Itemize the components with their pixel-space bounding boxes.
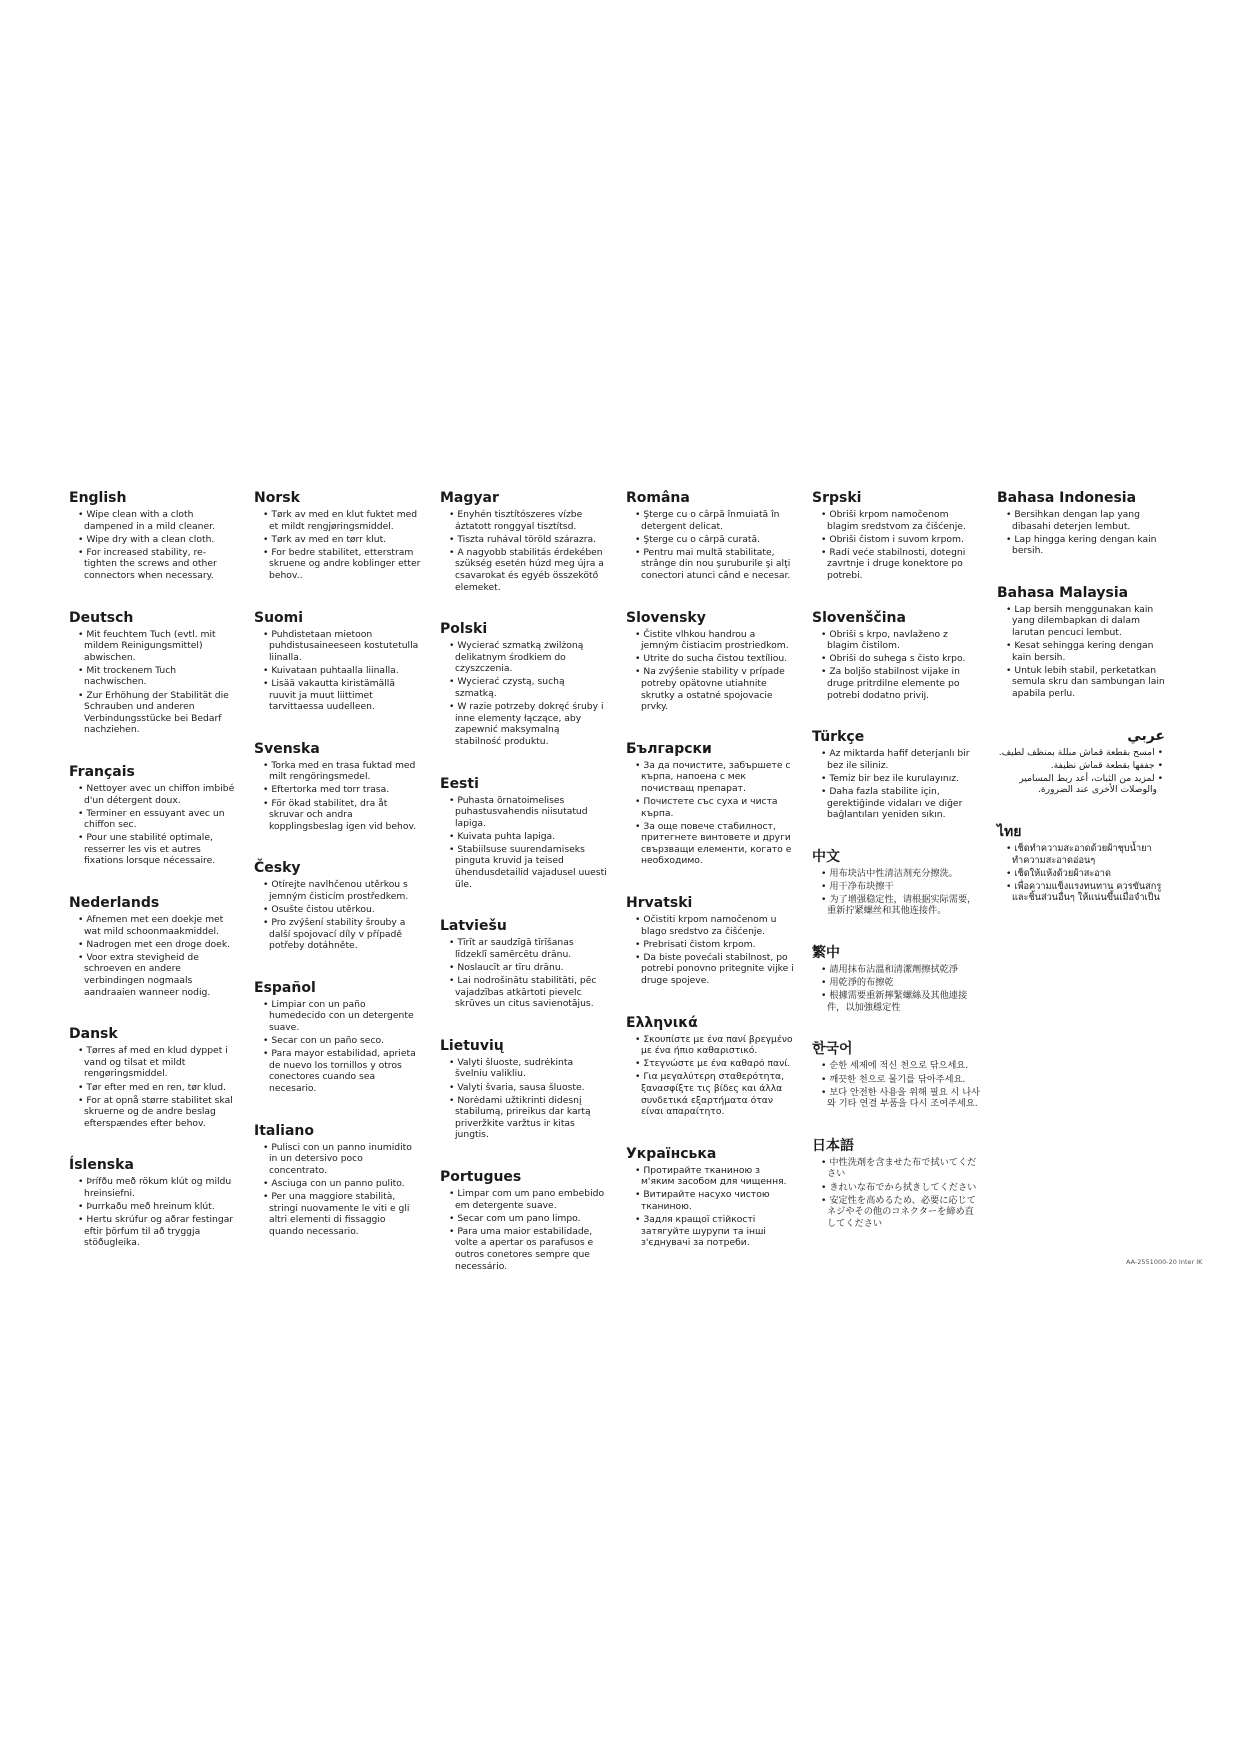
care-instruction: • Enyhén tisztítószeres vízbe áztatott ronggyal tisztítsd. xyxy=(440,509,608,532)
care-instructions-list xyxy=(997,843,1165,904)
language-heading: Česky xyxy=(254,860,301,877)
care-instructions-list xyxy=(997,604,1165,700)
language-section xyxy=(440,621,608,747)
care-instruction: • Torka med en trasa fuktad med milt rengöringsmedel. xyxy=(254,760,422,783)
language-heading: Portugues xyxy=(440,1168,522,1185)
care-instruction: • A nagyobb stabilitás érdekében szükség esetén húzd meg újra a csavarokat és egyéb összekötő elemeket. xyxy=(440,547,608,593)
care-instruction: • Tørk av med en tørr klut. xyxy=(254,534,422,546)
care-instructions-list xyxy=(626,914,794,987)
care-instructions-list xyxy=(997,747,1165,796)
care-instruction: • Lap bersih menggunakan kain yang dilembapkan di dalam larutan pencuci lembut. xyxy=(997,604,1165,639)
language-heading: 한국어 xyxy=(812,1041,853,1058)
care-instruction: • Почистете със суха и чиста кърпа. xyxy=(626,796,794,819)
language-section xyxy=(626,610,794,713)
language-heading: Bahasa Malaysia xyxy=(997,584,1129,601)
care-instruction: • За още повече стабилност, притегнете винтовете и други свързващи елементи, когато е необходимо. xyxy=(626,821,794,867)
care-instructions-list xyxy=(69,629,237,736)
care-instruction: • Şterge cu o cârpă curată. xyxy=(626,534,794,546)
care-instruction: • 为了增强稳定性，请根据实际需要，重新拧紧螺丝和其他连接件。 xyxy=(812,894,980,917)
language-heading: Nederlands xyxy=(69,895,160,912)
language-heading: Norsk xyxy=(254,490,300,506)
care-instruction: • Şterge cu o cârpă înmuiată în detergent delicat. xyxy=(626,509,794,532)
language-column-2 xyxy=(254,490,422,1265)
language-heading: عربي xyxy=(1127,727,1165,744)
language-heading: Slovenščina xyxy=(812,609,906,626)
care-instruction: • 用布块沾中性清洁剂充分擦洗。 xyxy=(812,868,980,880)
language-heading: 繁中 xyxy=(812,945,840,962)
language-heading: Suomi xyxy=(254,609,304,626)
care-instruction: • For bedre stabilitet, etterstram skruene og andre koblinger etter behov.. xyxy=(254,547,422,582)
care-instruction: • Kesat sehingga kering dengan kain bersih. xyxy=(997,640,1165,663)
language-heading: ไทย xyxy=(997,824,1022,840)
language-heading: Deutsch xyxy=(69,609,134,626)
care-instruction: • เช็ดให้แห้งด้วยผ้าสะอาด xyxy=(997,868,1165,880)
care-instruction: • Zur Erhöhung der Stabilität die Schrauben und anderen Verbindungsstücke bei Bedarf nachziehen. xyxy=(69,690,237,736)
care-instructions-list xyxy=(254,760,422,833)
care-instructions-list xyxy=(69,914,237,998)
care-instruction: • 安定性を高めるため、必要に応じてネジやその他のコネクターを締め直してください xyxy=(812,1195,980,1230)
care-instructions-list xyxy=(812,629,980,702)
care-instructions-list xyxy=(626,1165,794,1249)
care-instruction: • Noslaucīt ar tīru drānu. xyxy=(440,962,608,974)
care-instruction: • Norėdami užtikrinti didesnį stabilumą, prireikus dar kartą priveržkite varžtus ir kitas jungtis. xyxy=(440,1095,608,1141)
care-instruction: • Tīrīt ar saudzīgā tīrīšanas līdzeklī samērcētu drānu. xyxy=(440,937,608,960)
language-section xyxy=(254,860,422,952)
care-instructions-list xyxy=(440,1057,608,1141)
care-instruction: • Nadrogen met een droge doek. xyxy=(69,939,237,951)
language-section xyxy=(997,728,1165,796)
language-section xyxy=(254,741,422,833)
language-section xyxy=(626,1146,794,1249)
care-instructions-list xyxy=(812,748,980,821)
care-instruction: • Limpar com um pano embebido em detergente suave. xyxy=(440,1188,608,1211)
care-instructions-list xyxy=(626,509,794,582)
language-section xyxy=(440,1038,608,1141)
care-instruction: • Obriši čistom i suvom krpom. xyxy=(812,534,980,546)
care-instruction: • Bersihkan dengan lap yang dibasahi deterjen lembut. xyxy=(997,509,1165,532)
language-heading: Slovensky xyxy=(626,609,706,626)
language-section xyxy=(254,1123,422,1238)
care-instructions-list xyxy=(69,1045,237,1129)
language-heading: Hrvatski xyxy=(626,895,693,912)
care-instruction: • Secar com um pano limpo. xyxy=(440,1213,608,1225)
care-instructions-list xyxy=(626,1034,794,1118)
care-instruction: • เช็ดทำความสะอาดด้วยผ้าชุบน้ำยาทำความสะอาดอ่อนๆ xyxy=(997,843,1165,866)
care-instruction: • Wycierać czystą, suchą szmatką. xyxy=(440,676,608,699)
language-heading: English xyxy=(69,490,127,506)
care-instruction: • Pulisci con un panno inumidito in un detersivo poco concentrato. xyxy=(254,1142,422,1177)
language-heading: Magyar xyxy=(440,490,499,506)
care-instructions-list xyxy=(254,629,422,713)
language-section xyxy=(440,776,608,891)
language-section xyxy=(997,824,1165,904)
care-instruction: • Lisää vakautta kiristämällä ruuvit ja muut liittimet tarvittaessa uudelleen. xyxy=(254,678,422,713)
care-instruction: • Para mayor estabilidad, aprieta de nuevo los tornillos y otros conectores cuando sea necesario. xyxy=(254,1048,422,1094)
care-instruction: • För ökad stabilitet, dra åt skruvar och andra kopplingsbeslag igen vid behov. xyxy=(254,798,422,833)
care-instruction: • 根據需要重新擰緊螺絲及其他連接件，以加強穩定性 xyxy=(812,990,980,1013)
language-heading: Bahasa Indonesia xyxy=(997,490,1137,506)
care-instruction: • امسح بقطعة قماش مبللة بمنظف لطيف. xyxy=(997,747,1165,759)
language-section xyxy=(997,490,1165,557)
language-section xyxy=(440,1169,608,1272)
care-instruction: • Puhasta õrnatoimelises puhastusvahendis niisutatud lapiga. xyxy=(440,795,608,830)
language-heading: 中文 xyxy=(812,848,840,865)
care-instruction: • Pentru mai multă stabilitate, strânge din nou şuruburile şi alţi conectori atunci când e necesar. xyxy=(626,547,794,582)
care-instruction: • Obriši do suhega s čisto krpo. xyxy=(812,653,980,665)
care-instructions-list xyxy=(440,509,608,593)
care-instruction: • Wipe clean with a cloth dampened in a mild cleaner. xyxy=(69,509,237,532)
care-instruction: • 請用抹布沾溫和清潔劑擦拭乾淨 xyxy=(812,964,980,976)
care-instruction: • Obriši s krpo, navlaženo z blagim čistilom. xyxy=(812,629,980,652)
care-instructions-list xyxy=(440,937,608,1010)
care-instruction: • Στεγνώστε με ένα καθαρό πανί. xyxy=(626,1058,794,1070)
care-instructions-list xyxy=(440,640,608,747)
language-heading: Íslenska xyxy=(69,1157,134,1174)
language-heading: Latviešu xyxy=(440,918,507,935)
care-instructions-list xyxy=(254,999,422,1095)
care-instruction: • For at opnå større stabilitet skal skruerne og de andre beslag efterspændes efter behov. xyxy=(69,1095,237,1130)
care-instruction: • Čistite vlhkou handrou a jemným čistiacim prostriedkom. xyxy=(626,629,794,652)
care-instruction: • Tørk av med en klut fuktet med et mildt rengjøringsmiddel. xyxy=(254,509,422,532)
language-section xyxy=(812,1138,980,1230)
care-instruction: • Stabiilsuse suurendamiseks pinguta kruvid ja teised ühendusdetailid vajadusel uuesti üle. xyxy=(440,844,608,890)
care-instruction: • Lai nodrošinātu stabilitāti, pēc vajadzības atkārtoti pievelc skrūves un citus savienotājus. xyxy=(440,975,608,1010)
care-instruction: • Задля кращої стійкості затягуйте шурупи та інші з'єднувачі за потреби. xyxy=(626,1214,794,1249)
care-instructions-list xyxy=(69,509,237,582)
care-instruction: • 순한 세제에 적신 천으로 닦으세요. xyxy=(812,1060,980,1072)
care-instruction: • เพื่อความแข็งแรงทนทาน ควรขันสกรูและชิ้นส่วนอื่นๆ ให้แน่นขึ้นเมื่อจำเป็น xyxy=(997,881,1165,904)
care-instruction: • Για μεγαλύτερη σταθερότητα, ξανασφίξτε τις βίδες και άλλα συνδετικά εξαρτήματα όταν είναι απαραίτητο. xyxy=(626,1071,794,1117)
care-instruction: • 用干净布块擦干 xyxy=(812,881,980,893)
care-instruction: • Hertu skrúfur og aðrar festingar eftir þörfum til að tryggja stöðugleika. xyxy=(69,1214,237,1249)
care-instruction: • جففها بقطعة قماش نظيفة. xyxy=(997,760,1165,772)
language-column-5 xyxy=(812,490,980,1257)
care-instructions-list xyxy=(254,879,422,952)
care-instructions-list xyxy=(440,1188,608,1272)
care-instructions-list xyxy=(69,1176,237,1249)
language-heading: Dansk xyxy=(69,1026,118,1043)
care-instructions-list xyxy=(812,868,980,917)
language-section xyxy=(626,490,794,582)
care-instructions-list xyxy=(812,964,980,1013)
care-instruction: • Þrífðu með rökum klút og mildu hreinsiefni. xyxy=(69,1176,237,1199)
language-heading: Româna xyxy=(626,490,690,506)
language-section xyxy=(69,895,237,998)
language-column-4 xyxy=(626,490,794,1277)
document-code: AA-2551000-20 Inter IK xyxy=(1126,1258,1203,1266)
language-heading: Français xyxy=(69,763,135,780)
care-instruction: • Secar con un paño seco. xyxy=(254,1035,422,1047)
language-heading: Italiano xyxy=(254,1122,314,1139)
care-instruction: • Terminer en essuyant avec un chiffon sec. xyxy=(69,808,237,831)
language-heading: Türkçe xyxy=(812,729,865,746)
language-section xyxy=(626,741,794,867)
care-instruction: • Pro zvýšení stability šrouby a další spojovací díly v případě potřeby dotáhněte. xyxy=(254,917,422,952)
care-instruction: • Протирайте тканиною з м'яким засобом для чищення. xyxy=(626,1165,794,1188)
language-heading: Svenska xyxy=(254,740,320,757)
care-instruction: • Puhdistetaan mietoon puhdistusaineeseen kostutetulla liinalla. xyxy=(254,629,422,664)
language-column-6 xyxy=(997,490,1165,932)
care-instruction: • Kuivataan puhtaalla liinalla. xyxy=(254,665,422,677)
care-instruction: • Utrite do sucha čistou textíliou. xyxy=(626,653,794,665)
care-instruction: • Obriši krpom namočenom blagim sredstvom za čišćenje. xyxy=(812,509,980,532)
language-section xyxy=(440,490,608,593)
language-section xyxy=(812,945,980,1013)
care-instruction: • Eftertorka med torr trasa. xyxy=(254,784,422,796)
language-heading: Lietuvių xyxy=(440,1037,504,1054)
care-instruction: • Tørres af med en klud dyppet i vand og tilsat et mildt rengøringsmiddel. xyxy=(69,1045,237,1080)
care-instruction: • لمزيد من الثبات، أعد ربط المسامير والوصلات الأخرى عند الضرورة. xyxy=(997,773,1165,796)
care-instruction: • W razie potrzeby dokręć śruby i inne elementy łączące, aby zapewnić maksymalną stabilność produktu. xyxy=(440,701,608,747)
care-instruction: • Očistiti krpom namočenom u blago sredstvo za čišćenje. xyxy=(626,914,794,937)
care-instructions-list xyxy=(997,509,1165,557)
care-instruction: • Valyti švaria, sausa šluoste. xyxy=(440,1082,608,1094)
care-instruction: • Prebrisati čistom krpom. xyxy=(626,939,794,951)
language-heading: Polski xyxy=(440,621,488,638)
care-instruction: • За да почистите, забършете с кърпа, напоена с мек почистващ препарат. xyxy=(626,760,794,795)
language-heading: Български xyxy=(626,740,712,757)
care-instruction: • Da biste povećali stabilnost, po potrebi ponovno pritegnite vijke i druge spojeve. xyxy=(626,952,794,987)
language-section xyxy=(626,1015,794,1118)
language-section xyxy=(69,610,237,736)
care-instruction: • Az miktarda hafif deterjanlı bir bez ile siliniz. xyxy=(812,748,980,771)
language-section xyxy=(69,1026,237,1129)
care-instruction: • Þurrkaðu með hreinum klút. xyxy=(69,1201,237,1213)
care-instruction: • Wycierać szmatką zwilżoną delikatnym środkiem do czyszczenia. xyxy=(440,640,608,675)
language-section xyxy=(812,849,980,917)
language-section xyxy=(254,610,422,713)
language-heading: Eesti xyxy=(440,775,479,792)
care-instruction: • Mit feuchtem Tuch (evtl. mit mildem Reinigungsmittel) abwischen. xyxy=(69,629,237,664)
care-instruction: • Otírejte navlhčenou utěrkou s jemným čisticím prostředkem. xyxy=(254,879,422,902)
language-heading: Srpski xyxy=(812,490,862,506)
care-instruction: • 깨끗한 천으로 물기를 닦아주세요. xyxy=(812,1074,980,1086)
care-instruction: • 中性洗剤を含ませた布で拭いてください xyxy=(812,1157,980,1180)
care-instructions-list xyxy=(626,760,794,867)
care-instruction: • Na zvýšenie stability v prípade potreby opätovne utiahnite skrutky a ostatné spojovacie prvky. xyxy=(626,666,794,712)
language-section xyxy=(626,895,794,987)
care-instructions-list xyxy=(812,1157,980,1230)
care-instruction: • Tør efter med en ren, tør klud. xyxy=(69,1082,237,1094)
language-section xyxy=(69,490,237,582)
care-instruction: • Osušte čistou utěrkou. xyxy=(254,904,422,916)
language-heading: 日本語 xyxy=(812,1137,854,1154)
care-instructions-list xyxy=(440,795,608,891)
language-section xyxy=(812,1041,980,1109)
language-section xyxy=(254,490,422,582)
care-instruction: • Voor extra stevigheid de schroeven en andere verbindingen nogmaals aandraaien wanneer nodig. xyxy=(69,952,237,998)
care-instruction: • Σκουπίστε με ένα πανί βρεγμένο με ένα ήπιο καθαριστικό. xyxy=(626,1034,794,1057)
care-instruction: • Untuk lebih stabil, perketatkan semula skru dan sambungan lain apabila perlu. xyxy=(997,665,1165,700)
language-section xyxy=(812,490,980,582)
language-section xyxy=(69,764,237,867)
care-instruction: • Valyti šluoste, sudrėkinta švelniu valikliu. xyxy=(440,1057,608,1080)
language-section xyxy=(812,610,980,702)
care-instruction: • Lap hingga kering dengan kain bersih. xyxy=(997,534,1165,557)
care-instruction: • Radi veće stabilnosti, dotegni zavrtnje i druge konektore po potrebi. xyxy=(812,547,980,582)
care-instruction: • For increased stability, re-tighten the screws and other connectors when necessary. xyxy=(69,547,237,582)
language-heading: Українська xyxy=(626,1145,717,1162)
care-instruction: • Afnemen met een doekje met wat mild schoonmaakmiddel. xyxy=(69,914,237,937)
language-column-3 xyxy=(440,490,608,1300)
care-instructions-list xyxy=(812,509,980,582)
care-instruction: • Temiz bir bez ile kurulayınız. xyxy=(812,773,980,785)
language-column-1 xyxy=(69,490,237,1277)
care-instruction: • Kuivata puhta lapiga. xyxy=(440,831,608,843)
language-heading: Español xyxy=(254,979,316,996)
care-instruction: • Limpiar con un paño humedecido con un detergente suave. xyxy=(254,999,422,1034)
care-instructions-list xyxy=(812,1060,980,1109)
care-instruction: • Za boljšo stabilnost vijake in druge pritrdilne elemente po potrebi dodatno priviј. xyxy=(812,666,980,701)
care-instruction: • 用乾淨的布擦乾 xyxy=(812,977,980,989)
care-instruction: • Витирайте насухо чистою тканиною. xyxy=(626,1189,794,1212)
care-instruction: • きれいな布でから拭きしてください xyxy=(812,1182,980,1194)
language-section xyxy=(812,729,980,821)
care-instruction: • Pour une stabilité optimale, resserrer les vis et autres fixations lorsque nécessaire. xyxy=(69,832,237,867)
care-instructions-list xyxy=(254,509,422,582)
language-heading: Ελληνικά xyxy=(626,1014,698,1031)
care-instructions-list xyxy=(254,1142,422,1238)
care-instruction: • Tiszta ruhával töröld szárazra. xyxy=(440,534,608,546)
care-instruction: • Para uma maior estabilidade, volte a apertar os parafusos e outros conetores sempre que necessário. xyxy=(440,1226,608,1272)
care-instruction: • Wipe dry with a clean cloth. xyxy=(69,534,237,546)
language-section xyxy=(440,918,608,1010)
language-section xyxy=(254,980,422,1095)
care-instruction: • Mit trockenem Tuch nachwischen. xyxy=(69,665,237,688)
care-instruction: • 보다 안전한 사용을 위해 필요 시 나사와 기타 연결 부품을 다시 조여주세요. xyxy=(812,1087,980,1110)
care-instructions-list xyxy=(626,629,794,713)
care-instruction: • Nettoyer avec un chiffon imbibé d'un détergent doux. xyxy=(69,783,237,806)
language-section xyxy=(997,585,1165,700)
language-section xyxy=(69,1157,237,1249)
care-instructions-list xyxy=(69,783,237,867)
care-instruction: • Per una maggiore stabilità, stringi nuovamente le viti e gli altri elementi di fissaggio quando necessario. xyxy=(254,1191,422,1237)
care-instruction: • Daha fazla stabilite için, gerektiğinde vidaları ve diğer bağlantıları yeniden sıkın. xyxy=(812,786,980,821)
care-instruction: • Asciuga con un panno pulito. xyxy=(254,1178,422,1190)
